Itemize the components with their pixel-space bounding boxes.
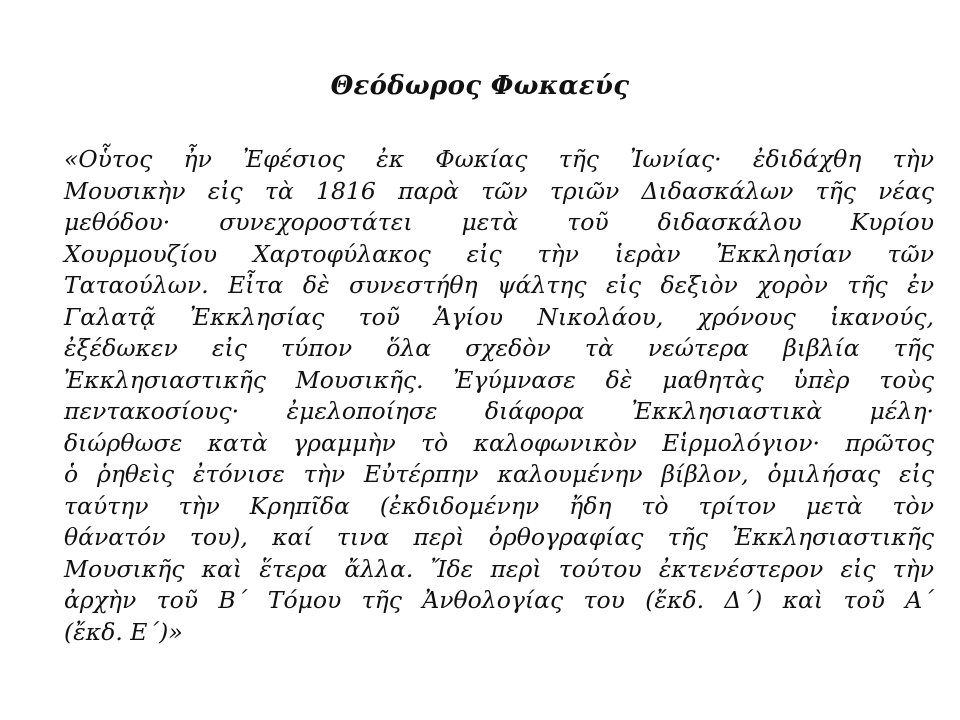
document-title: Θεόδωρος Φωκαεύς bbox=[330, 71, 630, 101]
text-line-2: Μουσικὴν εἰς τὰ 1816 παρὰ τῶν τριῶν Διδασκάλων τῆς νέας bbox=[64, 176, 934, 205]
text-line-9: πεντακοσίους· ἐμελοποίησε διάφορα Ἐκκλησιαστικὰ μέλη· bbox=[64, 397, 934, 425]
text-line-15: ἀρχὴν τοῦ Β΄ Τόμου τῆς Ἀνθολογίας του (ἔκδ. Δ΄) καὶ τοῦ Α΄ bbox=[64, 586, 934, 614]
body-paragraph bbox=[64, 144, 934, 648]
text-line-10: διώρθωσε κατὰ γραμμὴν τὸ καλοφωνικὸν Εἱρμολόγιον· πρῶτος bbox=[64, 428, 934, 457]
text-line-6: Γαλατᾷ Ἐκκλησίας τοῦ Ἁγίου Νικολάου, χρόνους ἱκανούς, bbox=[64, 302, 934, 331]
text-line-1: «Οὗτος ἦν Ἐφέσιος ἐκ Φωκίας τῆς Ἰωνίας· ἐδιδάχθη τὴν bbox=[64, 145, 934, 173]
text-line-4: Χουρμουζίου Χαρτοφύλακος εἰς τὴν ἱερὰν Ἐκκλησίαν τῶν bbox=[64, 239, 934, 268]
text-line-5: Ταταούλων. Εἶτα δὲ συνεστήθη ψάλτης εἰς δεξιὸν χορὸν τῆς ἐν bbox=[64, 271, 934, 299]
text-line-12: ταύτην τὴν Κρηπῖδα (ἐκδιδομένην ἤδη τὸ τρίτον μετὰ τὸν bbox=[64, 491, 934, 520]
text-line-8: Ἐκκλησιαστικῆς Μουσικῆς. Ἐγύμνασε δὲ μαθητὰς ὑπὲρ τοὺς bbox=[64, 365, 934, 394]
text-line-11: ὁ ῥηθεὶς ἐτόνισε τὴν Εὐτέρπην καλουμένην βίβλον, ὁμιλήσας εἰς bbox=[64, 460, 934, 488]
text-line-13: θάνατόν του), καί τινα περὶ ὀρθογραφίας τῆς Ἐκκλησιαστικῆς bbox=[64, 523, 934, 551]
text-line-16: (ἔκδ. Ε΄)» bbox=[64, 617, 183, 646]
text-line-7: ἐξέδωκεν εἰς τύπον ὅλα σχεδὸν τὰ νεώτερα βιβλία τῆς bbox=[64, 334, 934, 362]
text-line-14: Μουσικῆς καὶ ἕτερα ἄλλα. Ἴδε περὶ τούτου ἐκτενέστερον εἰς τὴν bbox=[64, 554, 934, 583]
text-line-3: μεθόδου· συνεχοροστάτει μετὰ τοῦ διδασκάλου Κυρίου bbox=[64, 208, 934, 236]
